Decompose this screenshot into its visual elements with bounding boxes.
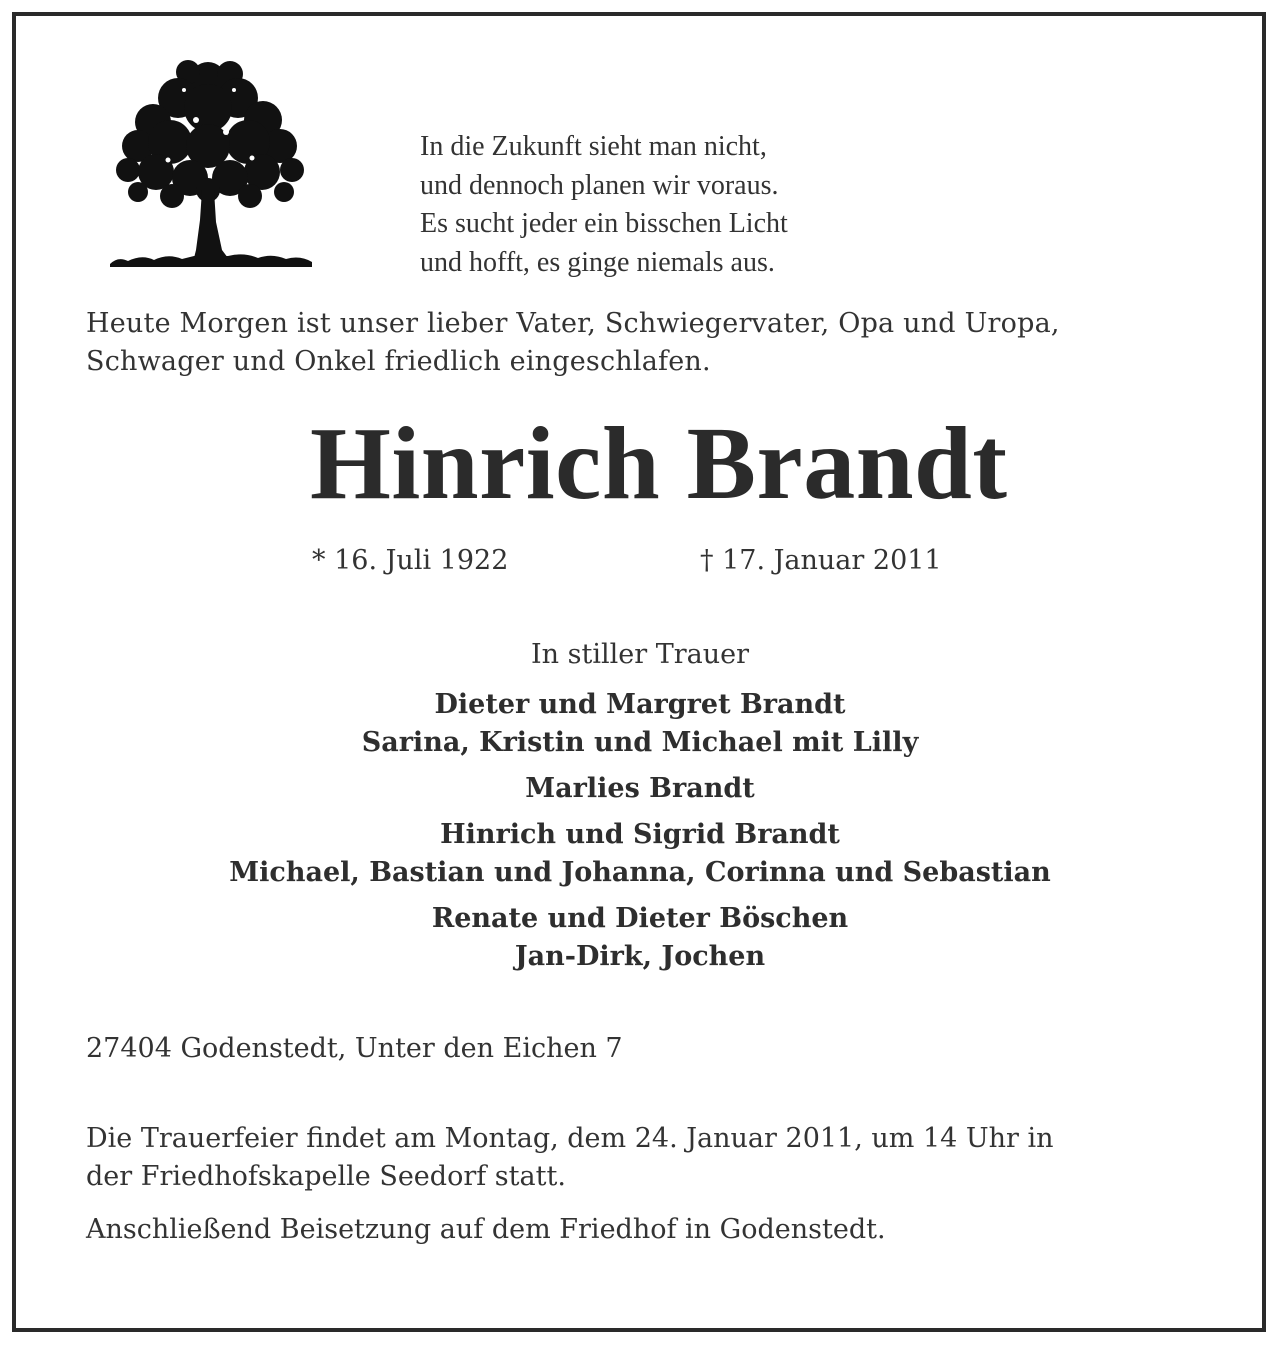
mourner-group xyxy=(0,900,1280,976)
poem-line: und hofft, es ginge niemals aus. xyxy=(420,246,775,278)
funeral-service-info xyxy=(86,1120,1054,1196)
intro-line: Heute Morgen ist unser lieber Vater, Schwiegervater, Opa und Uropa, xyxy=(86,308,1060,339)
tree-icon xyxy=(108,50,314,272)
death-date: † 17. Januar 2011 xyxy=(700,545,942,576)
mourner-line: Marlies Brandt xyxy=(525,773,755,804)
mourner-line: Jan-Dirk, Jochen xyxy=(514,941,766,972)
intro-text xyxy=(86,305,1060,381)
mourner-line: Hinrich und Sigrid Brandt xyxy=(440,819,840,850)
mourner-group xyxy=(0,816,1280,892)
mourning-heading: In stiller Trauer xyxy=(530,639,749,670)
intro-line: Schwager und Onkel friedlich eingeschlafen. xyxy=(86,346,711,377)
mourner-line: Dieter und Margret Brandt xyxy=(434,689,846,720)
family-address: 27404 Godenstedt, Unter den Eichen 7 xyxy=(86,1033,623,1064)
poem xyxy=(420,128,788,282)
service-line: der Friedhofskapelle Seedorf statt. xyxy=(86,1161,566,1192)
deceased-name: Hinrich Brandt xyxy=(310,406,1008,521)
mourner-group xyxy=(0,770,1280,808)
poem-line: und dennoch planen wir voraus. xyxy=(420,169,779,201)
burial-info: Anschließend Beisetzung auf dem Friedhof in Godenstedt. xyxy=(86,1214,886,1245)
service-line: Die Trauerfeier findet am Montag, dem 24. Januar 2011, um 14 Uhr in xyxy=(86,1123,1054,1154)
mourners-list xyxy=(0,686,1280,984)
mourner-line: Sarina, Kristin und Michael mit Lilly xyxy=(361,727,919,758)
birth-date: * 16. Juli 1922 xyxy=(312,545,509,576)
poem-line: In die Zukunft sieht man nicht, xyxy=(420,131,767,162)
mourner-line: Renate und Dieter Böschen xyxy=(431,903,849,934)
mourner-line: Michael, Bastian und Johanna, Corinna und Sebastian xyxy=(229,857,1051,888)
poem-line: Es sucht jeder ein bisschen Licht xyxy=(420,208,788,239)
mourner-group xyxy=(0,686,1280,762)
